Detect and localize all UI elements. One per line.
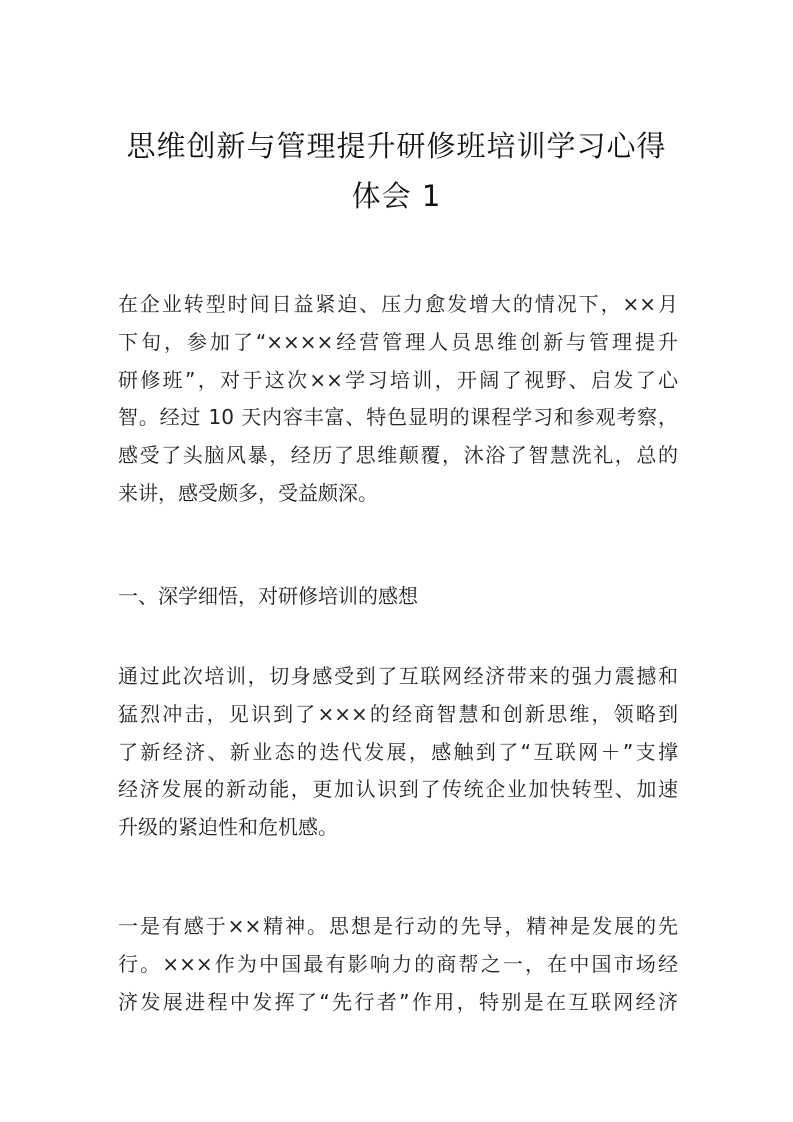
body-paragraph — [118, 908, 678, 1021]
intro-paragraph — [118, 286, 678, 513]
paragraph-line: 下旬，参加了“××××经营管理人员思维创新与管理提升 — [118, 329, 678, 354]
paragraph-line: 来讲，感受颇多，受益颇深。 — [118, 480, 378, 505]
paragraph-line: 一是有感于××精神。思想是行动的先导，精神是发展的先 — [118, 914, 678, 938]
paragraph-line: 研修班”，对于这次××学习培训，开阔了视野、启发了心 — [118, 367, 678, 392]
document-title-line-1: 思维创新与管理提升研修班培训学习心得 — [126, 129, 667, 163]
document-title-line-2: 体会 1 — [351, 179, 442, 213]
paragraph-line: 升级的紧迫性和危机感。 — [118, 815, 338, 840]
section-heading-text: 一、深学细悟，对研修培训的感想 — [118, 584, 418, 608]
paragraph-line: 通过此次培训，切身感受到了互联网经济带来的强力震撼和 — [118, 664, 678, 688]
paragraph-line: 经济发展的新动能，更加认识到了传统企业加快转型、加速 — [118, 777, 678, 802]
paragraph-line: 在企业转型时间日益紧迫、压力愈发增大的情况下，××月 — [118, 292, 678, 316]
paragraph-line: 感受了头脑风暴，经历了思维颠覆，沐浴了智慧洗礼，总的 — [118, 443, 678, 468]
paragraph-line: 了新经济、新业态的迭代发展，感触到了“互联网＋”支撑 — [118, 739, 678, 764]
paragraph-line: 济发展进程中发挥了“先行者”作用，特别是在互联网经济 — [118, 989, 678, 1014]
section-heading — [118, 578, 678, 616]
paragraph-line: 猛烈冲击，见识到了×××的经商智慧和创新思维，领略到 — [118, 701, 678, 726]
body-paragraph — [118, 658, 678, 847]
paragraph-line: 智。经过 10 天内容丰富、特色显明的课程学习和参观考察， — [118, 405, 678, 430]
paragraph-line: 行。×××作为中国最有影响力的商帮之一，在中国市场经 — [118, 951, 678, 976]
